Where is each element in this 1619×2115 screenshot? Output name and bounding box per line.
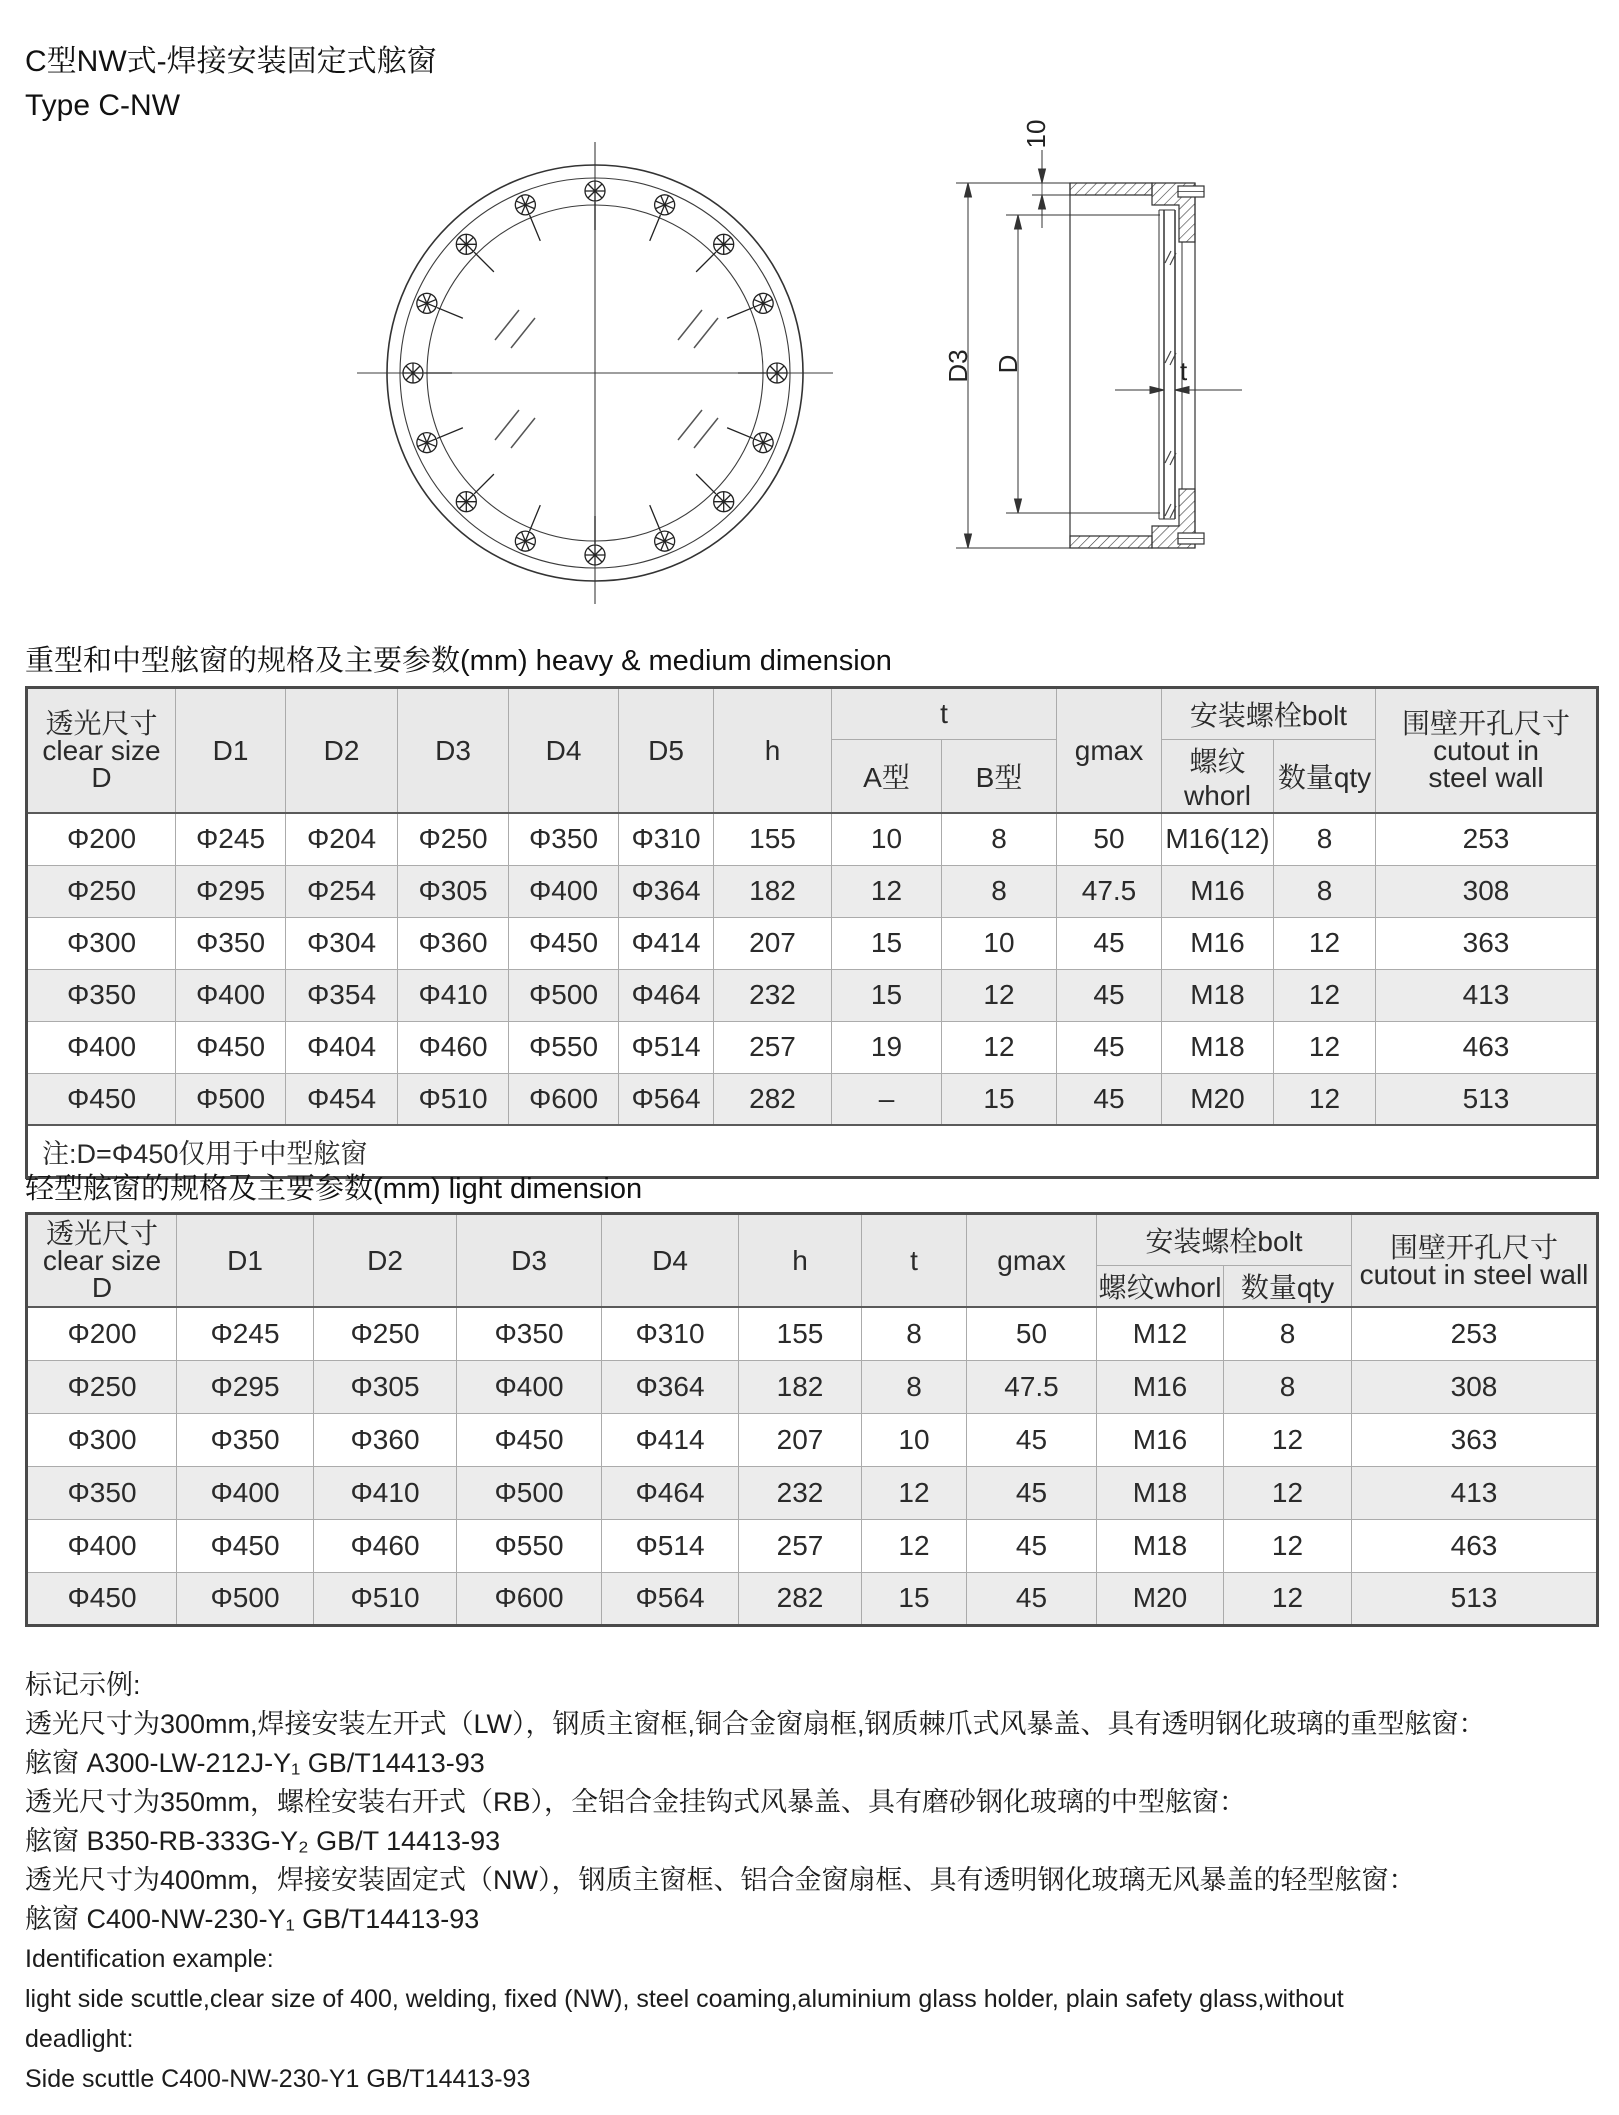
table-cell: 182 — [739, 1360, 862, 1413]
col-d2: D2 — [314, 1214, 457, 1308]
table-cell: Φ400 — [27, 1021, 176, 1073]
table-cell: Φ400 — [176, 969, 286, 1021]
table-cell: 282 — [739, 1572, 862, 1625]
table-cell: 308 — [1352, 1360, 1598, 1413]
table-cell: 463 — [1352, 1519, 1598, 1572]
table-cell: 8 — [942, 865, 1057, 917]
table-cell: Φ250 — [27, 1360, 177, 1413]
dimension-plate-10 — [1021, 120, 1070, 228]
table-cell: Φ350 — [457, 1307, 602, 1360]
col-bolt-qty: 数量qty — [1224, 1266, 1352, 1308]
col-gmax: gmax — [1057, 688, 1162, 814]
table-row — [27, 865, 1598, 917]
col-bolt-qty: 数量qty — [1274, 740, 1376, 814]
table-cell: 45 — [967, 1413, 1097, 1466]
table-cell: 10 — [942, 917, 1057, 969]
heavy-table-wrapper — [25, 686, 1599, 1179]
table-cell: Φ450 — [27, 1572, 177, 1625]
col-t-type-b: B型 — [942, 740, 1057, 814]
table-cell: Φ360 — [398, 917, 509, 969]
table-cell: Φ354 — [286, 969, 398, 1021]
table-cell: Φ300 — [27, 917, 176, 969]
table-cell: 155 — [714, 813, 832, 865]
table-cell: 282 — [714, 1073, 832, 1125]
table-cell: Φ414 — [619, 917, 714, 969]
table-row — [27, 1413, 1598, 1466]
table-cell: Φ510 — [398, 1073, 509, 1125]
table-cell: Φ464 — [619, 969, 714, 1021]
table-cell: Φ414 — [602, 1413, 739, 1466]
table-cell: M18 — [1097, 1519, 1224, 1572]
table-cell: 12 — [862, 1466, 967, 1519]
table-cell: Φ450 — [509, 917, 619, 969]
table-cell: Φ350 — [509, 813, 619, 865]
dim-label-d: D — [993, 354, 1023, 374]
table-cell: Φ410 — [314, 1466, 457, 1519]
table-cell: M16 — [1097, 1360, 1224, 1413]
table-cell: 413 — [1376, 969, 1598, 1021]
col-bolt-group: 安装螺栓bolt — [1162, 688, 1376, 740]
table-cell: M16(12) — [1162, 813, 1274, 865]
table-cell: 45 — [1057, 969, 1162, 1021]
table-cell: 12 — [862, 1519, 967, 1572]
table-cell: M20 — [1162, 1073, 1274, 1125]
table-note: 注:D=Φ450仅用于中型舷窗 — [27, 1125, 1598, 1178]
table-row — [27, 969, 1598, 1021]
example-line: light side scuttle,clear size of 400, welding, fixed (NW), steel coaming,aluminium glass holder, plain safety glass,without — [25, 1985, 1344, 2013]
table-row — [27, 1519, 1598, 1572]
table-cell: 257 — [739, 1519, 862, 1572]
table-cell: 207 — [739, 1413, 862, 1466]
table-cell: Φ400 — [177, 1466, 314, 1519]
table-cell: 308 — [1376, 865, 1598, 917]
table-cell: Φ460 — [398, 1021, 509, 1073]
page-subtitle: Type C-NW — [25, 89, 181, 122]
col-clear-size: 透光尺寸 clear size D — [27, 1214, 177, 1308]
example-line: 透光尺寸为300mm,焊接安装左开式（LW），钢质主窗框,铜合金窗扇框,钢质棘爪式风暴盖、具有透明钢化玻璃的重型舷窗： — [25, 1709, 1486, 1739]
table-cell: Φ450 — [457, 1413, 602, 1466]
table-cell: 12 — [1224, 1572, 1352, 1625]
table-cell: Φ200 — [27, 1307, 177, 1360]
col-d2: D2 — [286, 688, 398, 814]
col-d4: D4 — [602, 1214, 739, 1308]
table-row — [27, 1360, 1598, 1413]
table-cell: M16 — [1162, 865, 1274, 917]
table-cell: 12 — [1224, 1519, 1352, 1572]
table-cell: Φ305 — [314, 1360, 457, 1413]
col-d5: D5 — [619, 688, 714, 814]
heavy-table-title: 重型和中型舷窗的规格及主要参数(mm) heavy & medium dimension — [25, 645, 892, 677]
table-cell: Φ410 — [398, 969, 509, 1021]
col-t-group: t — [832, 688, 1057, 740]
table-row — [27, 813, 1598, 865]
table-row — [27, 917, 1598, 969]
dim-label-d3: D3 — [943, 349, 973, 383]
glass-pane — [1159, 210, 1176, 519]
example-line: 透光尺寸为350mm，螺栓安装右开式（RB），全铝合金挂钩式风暴盖、具有磨砂钢化玻璃的中型舷窗： — [25, 1787, 1247, 1817]
table-cell: 257 — [714, 1021, 832, 1073]
front-view-drawing — [345, 128, 845, 628]
table-cell: Φ600 — [457, 1572, 602, 1625]
example-line: 舷窗 B350-RB-333G-Y₂ GB/T 14413-93 — [25, 1826, 501, 1856]
table-cell: 15 — [832, 969, 942, 1021]
table-cell: 10 — [862, 1413, 967, 1466]
table-cell: Φ254 — [286, 865, 398, 917]
table-cell: 8 — [1274, 813, 1376, 865]
col-cutout: 围壁开孔尺寸 cutout in steel wall — [1376, 688, 1598, 814]
table-cell: 182 — [714, 865, 832, 917]
table-cell: Φ400 — [509, 865, 619, 917]
table-cell: 12 — [942, 969, 1057, 1021]
col-d4: D4 — [509, 688, 619, 814]
table-cell: 45 — [1057, 1073, 1162, 1125]
table-row — [27, 1073, 1598, 1125]
table-row — [27, 1307, 1598, 1360]
table-cell: 50 — [967, 1307, 1097, 1360]
col-t: t — [862, 1214, 967, 1308]
table-cell: 207 — [714, 917, 832, 969]
table-cell: 363 — [1376, 917, 1598, 969]
table-cell: 47.5 — [1057, 865, 1162, 917]
example-line: Side scuttle C400-NW-230-Y1 GB/T14413-93 — [25, 2065, 531, 2093]
table-cell: 12 — [1224, 1466, 1352, 1519]
example-line: Identification example: — [25, 1945, 274, 1973]
table-cell: 15 — [832, 917, 942, 969]
col-d3: D3 — [398, 688, 509, 814]
table-cell: 15 — [942, 1073, 1057, 1125]
table-cell: Φ300 — [27, 1413, 177, 1466]
table-cell: 12 — [1224, 1413, 1352, 1466]
table-cell: Φ350 — [176, 917, 286, 969]
table-cell: 8 — [862, 1360, 967, 1413]
table-cell: M18 — [1162, 969, 1274, 1021]
col-d3: D3 — [457, 1214, 602, 1308]
light-table-title: 轻型舷窗的规格及主要参数(mm) light dimension — [25, 1173, 643, 1205]
col-cutout: 围壁开孔尺寸 cutout in steel wall — [1352, 1214, 1598, 1308]
table-cell: Φ305 — [398, 865, 509, 917]
table-cell: Φ450 — [177, 1519, 314, 1572]
table-row — [27, 1572, 1598, 1625]
table-cell: Φ360 — [314, 1413, 457, 1466]
table-cell: 463 — [1376, 1021, 1598, 1073]
table-cell: 363 — [1352, 1413, 1598, 1466]
col-bolt-whorl: 螺纹whorl — [1097, 1266, 1224, 1308]
page-title: C型NW式-焊接安装固定式舷窗 — [25, 45, 437, 78]
table-cell: 8 — [942, 813, 1057, 865]
table-cell: 12 — [1274, 1073, 1376, 1125]
table-cell: Φ250 — [314, 1307, 457, 1360]
col-t-type-a: A型 — [832, 740, 942, 814]
light-table-wrapper — [25, 1212, 1599, 1627]
col-d1: D1 — [176, 688, 286, 814]
table-cell: Φ364 — [619, 865, 714, 917]
table-cell: Φ400 — [457, 1360, 602, 1413]
table-cell: 45 — [1057, 1021, 1162, 1073]
table-cell: Φ304 — [286, 917, 398, 969]
title-block — [25, 40, 437, 128]
table-cell: Φ500 — [457, 1466, 602, 1519]
section-view-drawing — [920, 92, 1250, 612]
table-cell: Φ510 — [314, 1572, 457, 1625]
table-cell: Φ460 — [314, 1519, 457, 1572]
table-cell: Φ250 — [27, 865, 176, 917]
table-cell: Φ350 — [27, 1466, 177, 1519]
table-cell: 12 — [942, 1021, 1057, 1073]
table-cell: Φ400 — [27, 1519, 177, 1572]
table-cell: Φ550 — [457, 1519, 602, 1572]
table-cell: 155 — [739, 1307, 862, 1360]
table-cell: 253 — [1376, 813, 1598, 865]
col-h: h — [739, 1214, 862, 1308]
identification-examples — [25, 1666, 1605, 2099]
table-cell: 45 — [967, 1572, 1097, 1625]
table-cell: Φ310 — [602, 1307, 739, 1360]
table-cell: 8 — [862, 1307, 967, 1360]
table-cell: Φ204 — [286, 813, 398, 865]
table-cell: 413 — [1352, 1466, 1598, 1519]
table-cell: M18 — [1162, 1021, 1274, 1073]
heavy-table — [25, 686, 1599, 1179]
table-cell: 513 — [1352, 1572, 1598, 1625]
table-row — [27, 1466, 1598, 1519]
example-line: 舷窗 A300-LW-212J-Y₁ GB/T14413-93 — [25, 1748, 485, 1778]
table-cell: Φ250 — [398, 813, 509, 865]
example-line: deadlight: — [25, 2025, 134, 2053]
table-cell: Φ310 — [619, 813, 714, 865]
table-row — [27, 1021, 1598, 1073]
table-cell: Φ450 — [27, 1073, 176, 1125]
table-cell: Φ464 — [602, 1466, 739, 1519]
example-line: 透光尺寸为400mm，焊接安装固定式（NW），钢质主窗框、铝合金窗扇框、具有透明钢化玻璃无风暴盖的轻型舷窗： — [25, 1865, 1416, 1895]
col-d1: D1 — [177, 1214, 314, 1308]
table-cell: 10 — [832, 813, 942, 865]
table-cell: Φ404 — [286, 1021, 398, 1073]
table-cell: Φ600 — [509, 1073, 619, 1125]
table-cell: Φ500 — [176, 1073, 286, 1125]
table-cell: 8 — [1224, 1307, 1352, 1360]
table-cell: M16 — [1097, 1413, 1224, 1466]
table-cell: 513 — [1376, 1073, 1598, 1125]
col-bolt-whorl: 螺纹whorl — [1162, 740, 1274, 814]
table-cell: Φ514 — [602, 1519, 739, 1572]
dim-label-10: 10 — [1021, 119, 1051, 149]
table-cell: 45 — [967, 1519, 1097, 1572]
table-cell: Φ245 — [176, 813, 286, 865]
table-cell: 50 — [1057, 813, 1162, 865]
table-cell: – — [832, 1073, 942, 1125]
table-cell: 12 — [1274, 917, 1376, 969]
table-cell: 19 — [832, 1021, 942, 1073]
light-table-header — [27, 1214, 1598, 1308]
coaming-section — [1070, 183, 1195, 548]
glass-hatch-marks — [495, 310, 718, 448]
table-cell: Φ550 — [509, 1021, 619, 1073]
table-cell: Φ450 — [176, 1021, 286, 1073]
table-cell: Φ295 — [177, 1360, 314, 1413]
table-cell: M20 — [1097, 1572, 1224, 1625]
table-cell: Φ350 — [177, 1413, 314, 1466]
table-cell: 8 — [1274, 865, 1376, 917]
table-cell: 232 — [714, 969, 832, 1021]
table-cell: Φ454 — [286, 1073, 398, 1125]
example-line: 标记示例: — [25, 1670, 141, 1700]
table-cell: 45 — [1057, 917, 1162, 969]
table-cell: M12 — [1097, 1307, 1224, 1360]
table-cell: Φ200 — [27, 813, 176, 865]
col-gmax: gmax — [967, 1214, 1097, 1308]
table-cell: Φ295 — [176, 865, 286, 917]
table-cell: Φ514 — [619, 1021, 714, 1073]
table-cell: 47.5 — [967, 1360, 1097, 1413]
light-table — [25, 1212, 1599, 1627]
dimension-t — [1115, 356, 1242, 394]
heavy-table-body — [27, 813, 1598, 1125]
table-cell: 232 — [739, 1466, 862, 1519]
dim-label-t: t — [1180, 356, 1188, 386]
dimension-d — [993, 215, 1160, 513]
table-cell: 12 — [1274, 969, 1376, 1021]
light-table-body — [27, 1307, 1598, 1625]
table-cell: 8 — [1224, 1360, 1352, 1413]
table-cell: 15 — [862, 1572, 967, 1625]
table-cell: Φ350 — [27, 969, 176, 1021]
table-cell: Φ500 — [509, 969, 619, 1021]
table-cell: 12 — [1274, 1021, 1376, 1073]
table-cell: Φ500 — [177, 1572, 314, 1625]
heavy-table-header — [27, 688, 1598, 814]
col-clear-size: 透光尺寸 clear size D — [27, 688, 176, 814]
table-cell: Φ564 — [602, 1572, 739, 1625]
table-cell: Φ245 — [177, 1307, 314, 1360]
example-line: 舷窗 C400-NW-230-Y₁ GB/T14413-93 — [25, 1904, 480, 1934]
table-cell: M18 — [1097, 1466, 1224, 1519]
table-cell: Φ564 — [619, 1073, 714, 1125]
table-cell: 45 — [967, 1466, 1097, 1519]
table-cell: Φ364 — [602, 1360, 739, 1413]
col-bolt-group: 安装螺栓bolt — [1097, 1214, 1352, 1266]
table-cell: 253 — [1352, 1307, 1598, 1360]
table-cell: M16 — [1162, 917, 1274, 969]
table-cell: 12 — [832, 865, 942, 917]
col-h: h — [714, 688, 832, 814]
